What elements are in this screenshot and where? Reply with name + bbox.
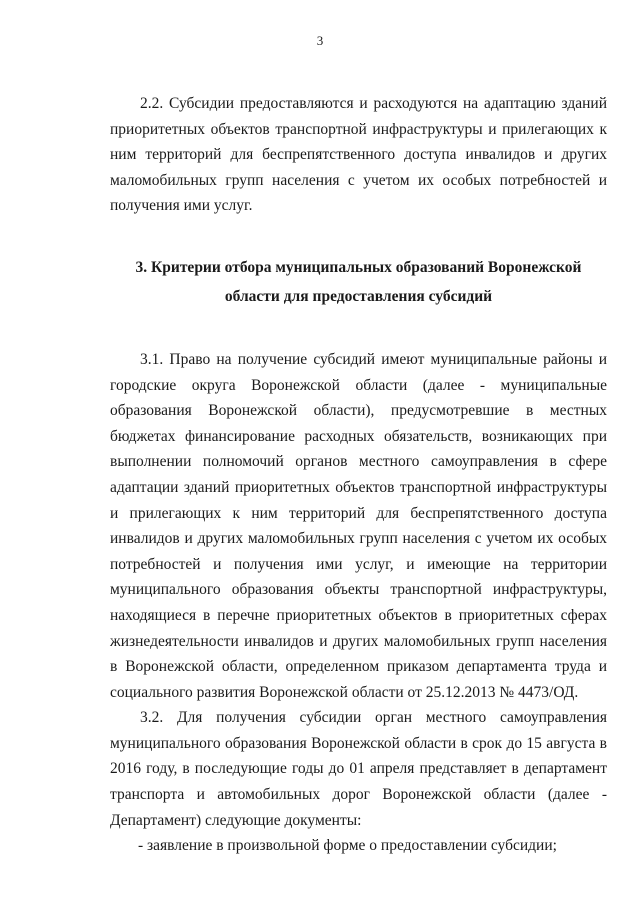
document-body bbox=[110, 91, 607, 859]
section-heading-line-1: 3. Критерии отбора муниципальных образований Воронежской bbox=[135, 258, 582, 276]
page-number: 3 bbox=[316, 33, 324, 48]
list-item: - заявление в произвольной форме о предоставлении субсидии; bbox=[138, 837, 557, 855]
paragraph-3-1: 3.1. Право на получение субсидий имеют муниципальные районы и городские округа Воронежской области (далее - муниципальные образования Воронежской области), предусмотревшие в местных бюджетах финансирование расходных обязательств, возникающих при выполнении полномочий органов местного самоуправления в сфере адаптации зданий приоритетных объектов транспортной инфраструктуры и прилегающих к ним территорий для беспрепятственного доступа инвалидов и других маломобильных групп населения с учетом их особых потребностей и получения ими услуг, и имеющие на территории муниципального образования объекты транспортной инфраструктуры, находящиеся в перечне приоритетных объектов в приоритетных сферах жизнедеятельности инвалидов и других маломобильных групп населения в Воронежской области, определенном приказом департамента труда и социального развития Воронежской области от 25.12.2013 № 4473/ОД. bbox=[110, 350, 607, 701]
paragraph-2-2: 2.2. Субсидии предоставляются и расходуются на адаптацию зданий приоритетных объектов транспортной инфраструктуры и прилегающих к ним территорий для беспрепятственного доступа инвалидов и других маломобильных групп населения с учетом их особых потребностей и получения ими услуг. bbox=[110, 95, 607, 215]
spacer bbox=[110, 219, 607, 253]
section-heading-line-2: области для предоставления субсидий bbox=[224, 287, 493, 305]
paragraph-3-2: 3.2. Для получения субсидии орган местного самоуправления муниципального образования Воронежской области в срок до 15 августа в 2016 году, в последующие годы до 01 апреля представляет в департамент транспорта и автомобильных дорог Воронежской области (далее - Департамент) следующие документы: bbox=[110, 709, 607, 829]
spacer bbox=[110, 311, 607, 347]
section-heading-3 bbox=[110, 253, 607, 311]
